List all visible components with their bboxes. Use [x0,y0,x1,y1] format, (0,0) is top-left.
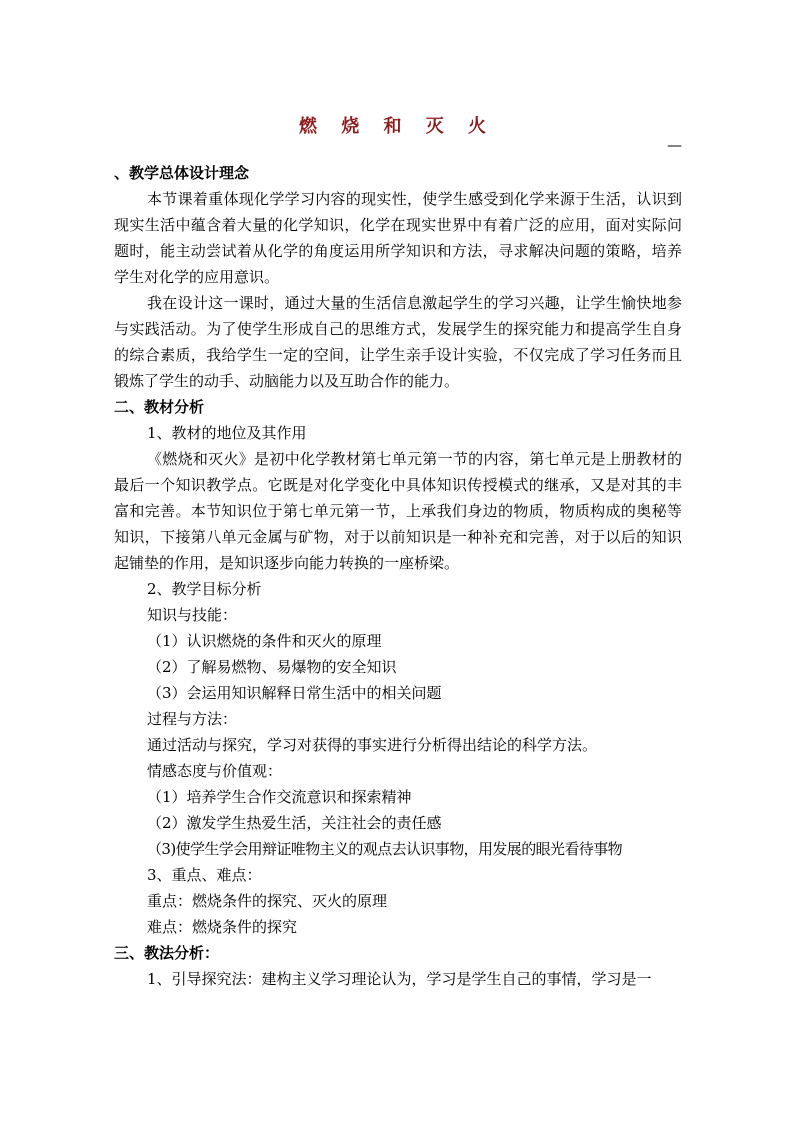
difficult-point: 难点：燃烧条件的探究 [147,918,298,936]
subsection-2-1-heading: 1、教材的地位及其作用 [147,424,307,442]
document-body [114,160,682,992]
process-method-text: 通过活动与探究，学习对获得的事实进行分析得出结论的科学方法。 [147,736,598,754]
emotion-item-2: （2）激发学生热爱生活，关注社会的责任感 [147,814,442,832]
knowledge-skills-label: 知识与技能： [147,606,238,624]
key-point: 重点：燃烧条件的探究、灭火的原理 [147,892,388,910]
knowledge-item-2: （2）了解易燃物、易爆物的安全知识 [147,658,397,676]
subsection-2-2-heading: 2、教学目标分析 [147,580,262,598]
section-1-paragraph-1: 本节课着重体现化学学习内容的现实性，使学生感受到化学来源于生活，认识到现实生活中蕴含着大量的化学知识，化学在现实世界中有着广泛的应用，面对实际问题时，能主动尝试着从化学的角度运用所学知识和方法，寻求解决问题的策略，培养学生对化学的应用意识。 [114,190,682,286]
section-3-paragraph-1: 1、引导探究法：建构主义学习理论认为，学习是学生自己的事情，学习是一 [147,970,652,988]
emotion-item-1: （1）培养学生合作交流意识和探索精神 [147,788,412,806]
process-method-label: 过程与方法： [147,710,238,728]
subsection-2-3-heading: 3、重点、难点： [147,866,262,884]
emotion-item-3: （3)使学生学会用辩证唯物主义的观点去认识事物，用发展的眼光看待事物 [147,840,622,858]
section-2-paragraph-1: 《燃烧和灭火》是初中化学教材第七单元第一节的内容，第七单元是上册教材的最后一个知识教学点。它既是对化学变化中具体知识传授模式的继承，又是对其的丰富和完善。本节知识位于第七单元第一节，上承我们身边的物质，物质构成的奥秘等知识，下接第八单元金属与矿物，对于以前知识是一种补充和完善，对于以后的知识起铺垫的作用，是知识逐步向能力转换的一座桥梁。 [114,450,682,572]
knowledge-item-1: （1）认识燃烧的条件和灭火的原理 [147,632,382,650]
header-dash: — [667,136,682,154]
section-1-heading: 、教学总体设计理念 [114,164,250,182]
knowledge-item-3: （3）会运用知识解释日常生活中的相关问题 [147,684,442,702]
section-2-heading: 二、教材分析 [114,398,205,416]
emotion-values-label: 情感态度与价值观： [147,762,283,780]
section-1-paragraph-2: 我在设计这一课时，通过大量的生活信息激起学生的学习兴趣，让学生愉快地参与实践活动。为了使学生形成自己的思维方式，发展学生的探究能力和提高学生自身的综合素质，我给学生一定的空间，让学生亲手设计实验，不仅完成了学习任务而且锻炼了学生的动手、动脑能力以及互助合作的能力。 [114,294,682,390]
section-3-heading: 三、教法分析： [114,944,220,962]
document-title: 燃 烧 和 灭 火 [298,116,496,137]
